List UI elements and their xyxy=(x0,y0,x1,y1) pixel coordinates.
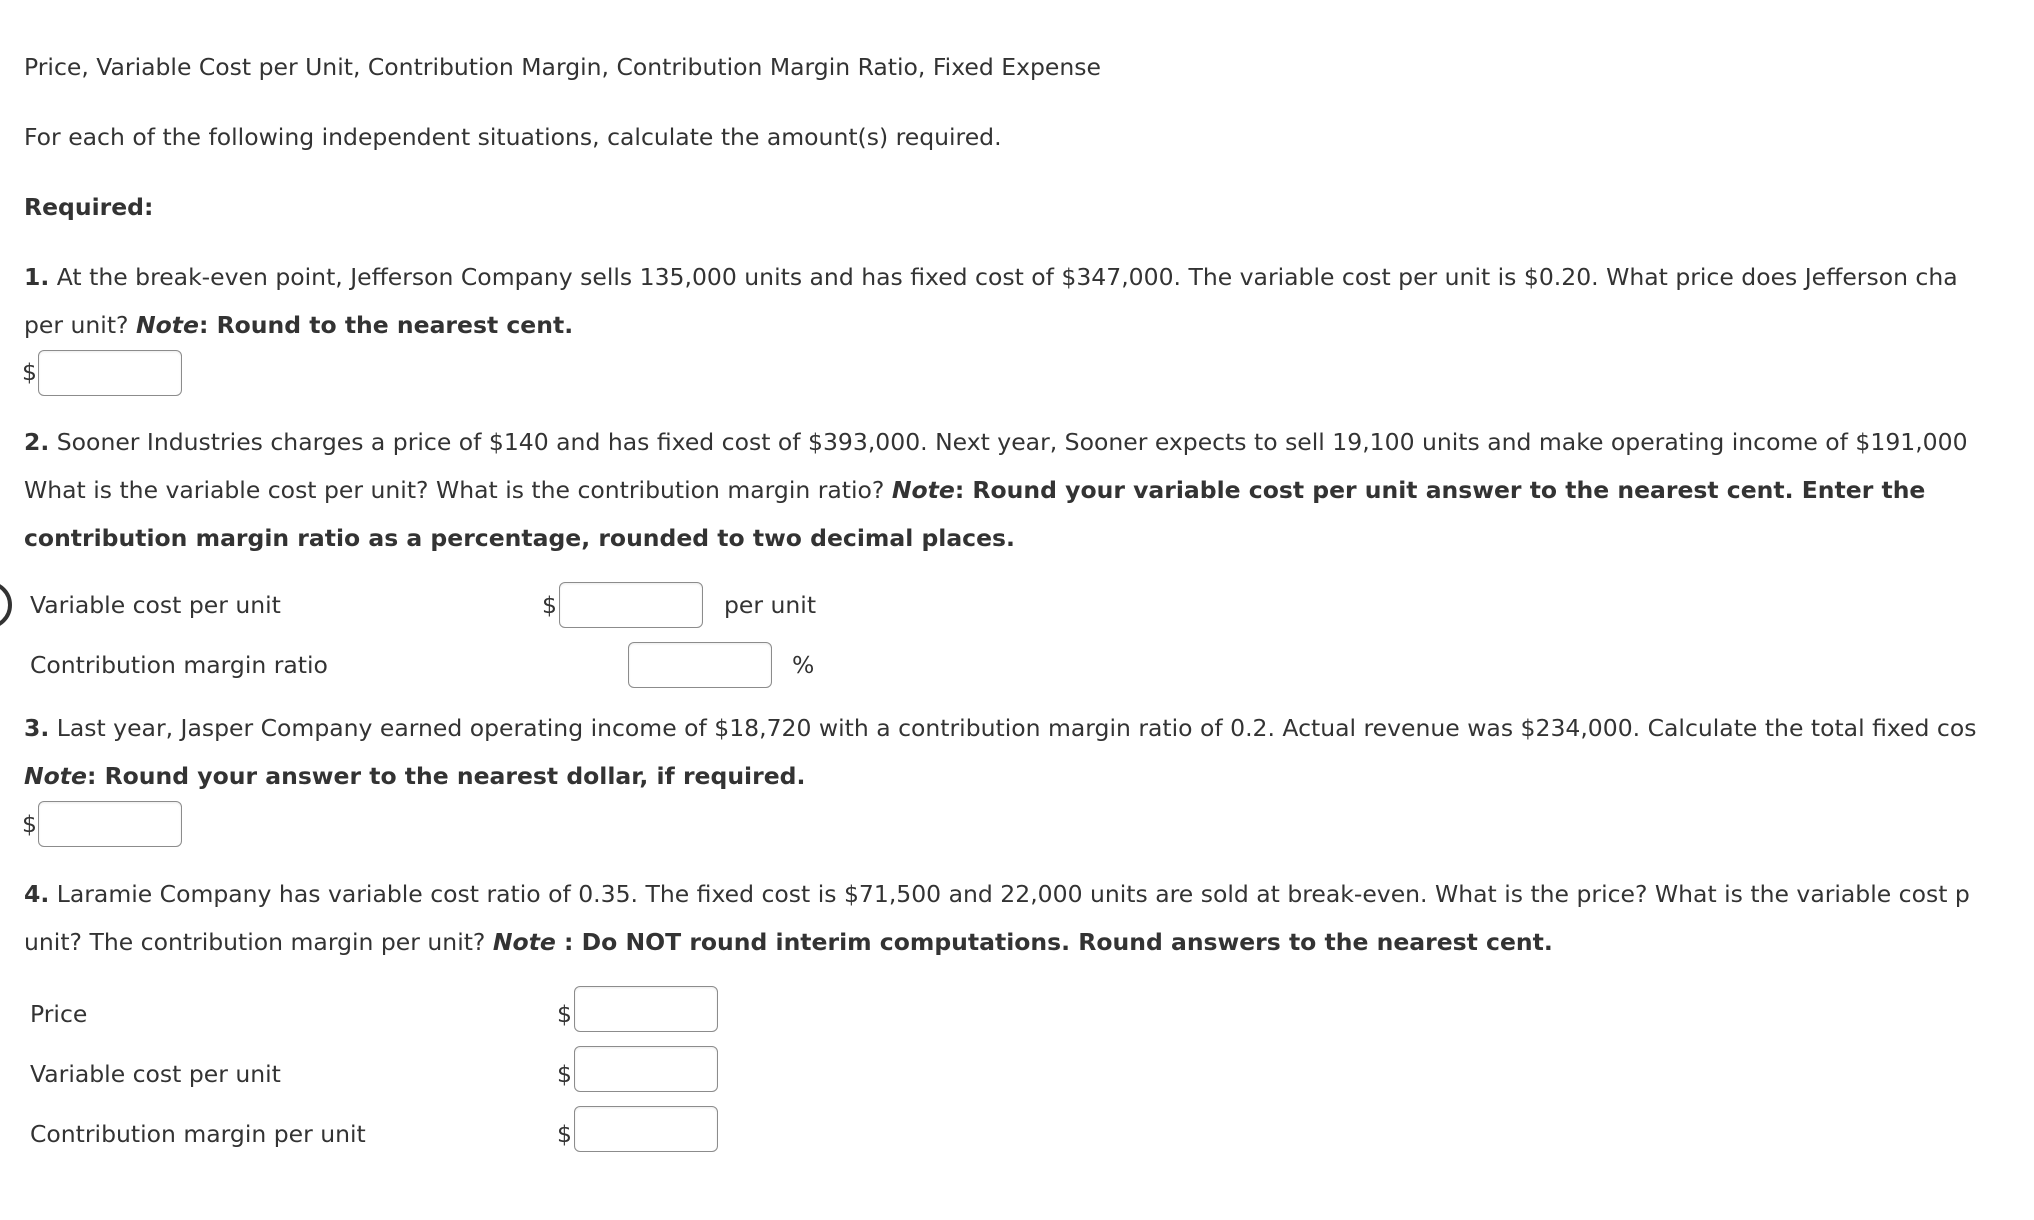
q3-number: 3. xyxy=(24,714,50,742)
q4-note-text: : Do NOT round interim computations. Round answers to the nearest cent. xyxy=(555,928,1553,956)
q1-price-input[interactable] xyxy=(38,350,182,396)
q3-note-label: Note xyxy=(24,762,87,790)
q1-prompt-cont: per unit? xyxy=(24,311,129,339)
q2-cm-ratio-label: Contribution margin ratio xyxy=(30,651,328,679)
q3-note-text: : Round your answer to the nearest dollar, if required. xyxy=(86,762,806,790)
q4-text-line2 xyxy=(24,918,1553,966)
q1-note-label: Note xyxy=(136,311,199,339)
q3-text-line1 xyxy=(24,704,1976,752)
q1-dollar-sign: $ xyxy=(22,358,37,386)
q2-dollar-sign: $ xyxy=(542,591,557,619)
q4-price-input[interactable] xyxy=(574,986,718,1032)
q4-note-label: Note xyxy=(492,928,556,956)
q2-variable-cost-input[interactable] xyxy=(559,582,703,628)
q3-prompt: Last year, Jasper Company earned operating income of $18,720 with a contribution margin ratio of 0.2. Actual revenue was $234,000. Calculate the total fixed cos xyxy=(56,714,1977,742)
q4-number: 4. xyxy=(24,880,50,908)
q3-fixed-cost-input[interactable] xyxy=(38,801,182,847)
edge-circle-icon xyxy=(0,581,12,629)
q4-cm-per-unit-input[interactable] xyxy=(574,1106,718,1152)
q3-text-line2 xyxy=(24,752,805,800)
q3-dollar-sign: $ xyxy=(22,810,37,838)
q4-text-line1 xyxy=(24,870,1970,918)
q1-prompt: At the break-even point, Jefferson Company sells 135,000 units and has fixed cost of $347,000. The variable cost per unit is $0.20. What price does Jefferson cha xyxy=(56,263,1958,291)
q1-text-line1 xyxy=(24,253,1958,301)
q4-prompt-cont: unit? The contribution margin per unit? xyxy=(24,928,486,956)
q4-price-label: Price xyxy=(30,1000,88,1028)
q2-prompt-cont: What is the variable cost per unit? What is the contribution margin ratio? xyxy=(24,476,885,504)
q2-note-text: : Round your variable cost per unit answer to the nearest cent. Enter the xyxy=(954,476,1926,504)
q1-text-line2 xyxy=(24,301,573,349)
q2-percent-suffix: % xyxy=(792,651,815,679)
q2-note-label: Note xyxy=(891,476,955,504)
q1-note-text: : Round to the nearest cent. xyxy=(198,311,574,339)
q4-variable-cost-dollar-sign: $ xyxy=(557,1060,572,1088)
instructions: For each of the following independent situations, calculate the amount(s) required. xyxy=(24,123,1002,151)
q4-prompt: Laramie Company has variable cost ratio of 0.35. The fixed cost is $71,500 and 22,000 units are sold at break-even. What is the price? What is the variable cost p xyxy=(56,880,1970,908)
q1-number: 1. xyxy=(24,263,50,291)
q2-text-line1 xyxy=(24,418,1968,466)
q4-variable-cost-input[interactable] xyxy=(574,1046,718,1092)
q2-cm-ratio-input[interactable] xyxy=(628,642,772,688)
q2-per-unit-suffix: per unit xyxy=(724,591,817,619)
q4-price-dollar-sign: $ xyxy=(557,1000,572,1028)
required-heading: Required: xyxy=(24,193,154,221)
q2-text-line2 xyxy=(24,466,1925,514)
q4-variable-cost-label: Variable cost per unit xyxy=(30,1060,281,1088)
q2-note-line3: contribution margin ratio as a percentage, rounded to two decimal places. xyxy=(24,524,1015,552)
q4-cm-per-unit-dollar-sign: $ xyxy=(557,1120,572,1148)
q4-cm-per-unit-label: Contribution margin per unit xyxy=(30,1120,366,1148)
q2-prompt: Sooner Industries charges a price of $140 and has fixed cost of $393,000. Next year, Sooner expects to sell 19,100 units and make operating income of $191,000 xyxy=(56,428,1968,456)
q2-variable-cost-label: Variable cost per unit xyxy=(30,591,281,619)
page-title: Price, Variable Cost per Unit, Contribution Margin, Contribution Margin Ratio, Fixed Expense xyxy=(24,53,1101,81)
q2-number: 2. xyxy=(24,428,50,456)
